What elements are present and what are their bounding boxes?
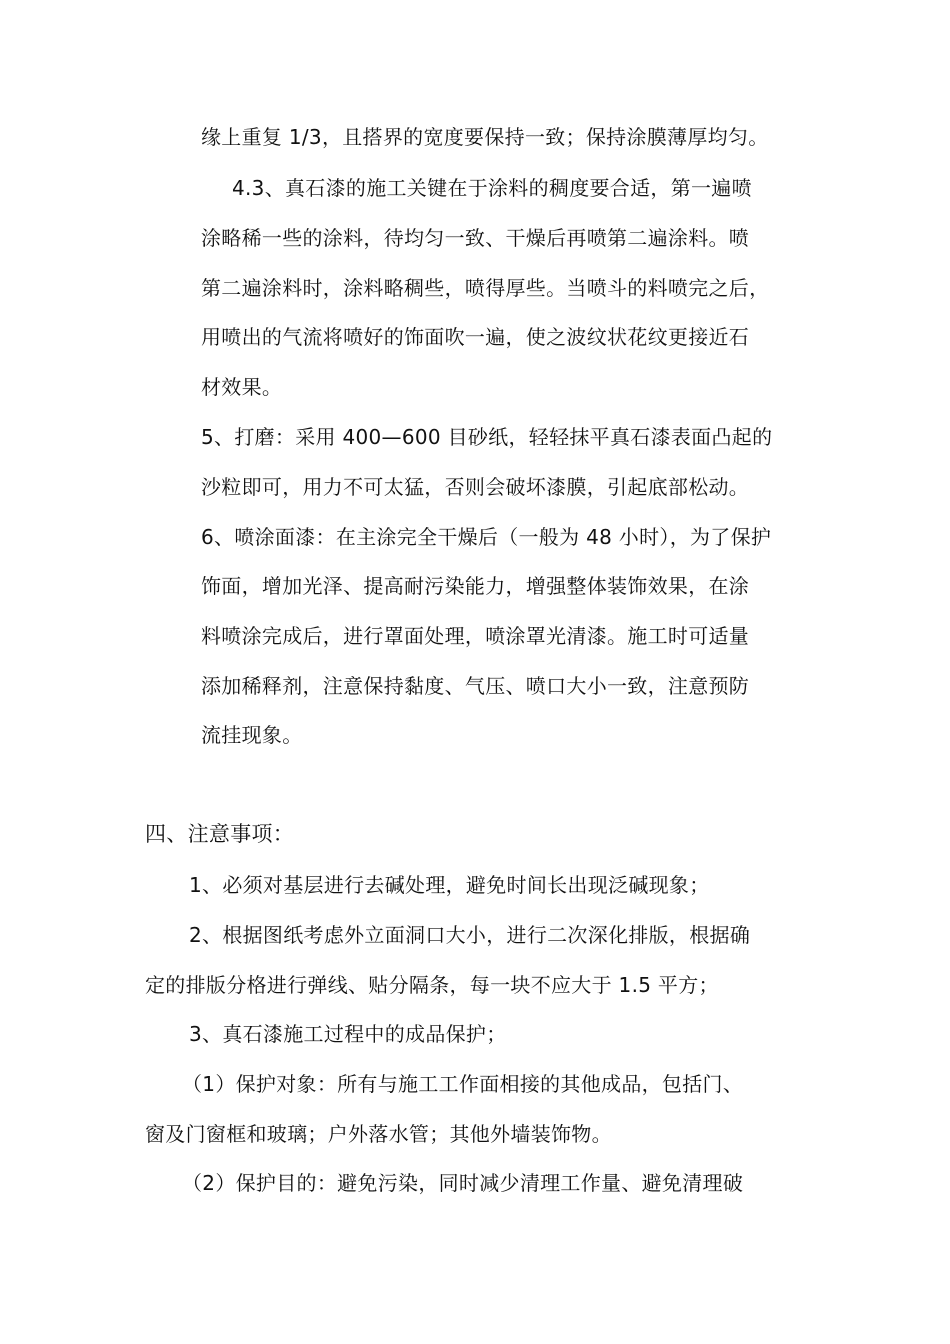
text-line: 流挂现象。 — [201, 723, 303, 747]
text-line: 用喷出的气流将喷好的饰面吹一遍，使之波纹状花纹更接近石 — [201, 325, 750, 349]
text-line: 6、喷涂面漆：在主涂完全干燥后（一般为 48 小时），为了保护 — [201, 525, 772, 549]
text-line: （2）保护目的：避免污染，同时减少清理工作量、避免清理破 — [182, 1171, 744, 1195]
text-line: 1、必须对基层进行去碱处理，避免时间长出现泛碱现象； — [189, 873, 710, 897]
text-line: 4.3、真石漆的施工关键在于涂料的稠度要合适，第一遍喷 — [232, 176, 752, 200]
text-line: 2、根据图纸考虑外立面洞口大小，进行二次深化排版，根据确 — [189, 923, 751, 947]
text-line: 材效果。 — [201, 375, 283, 399]
text-line: （1）保护对象：所有与施工工作面相接的其他成品，包括门、 — [182, 1072, 744, 1096]
text-line: 缘上重复 1/3，且搭界的宽度要保持一致；保持涂膜薄厚均匀。 — [201, 125, 769, 149]
section-heading: 四、注意事项： — [145, 822, 295, 846]
text-line: 窗及门窗框和玻璃；户外落水管；其他外墙装饰物。 — [145, 1122, 612, 1146]
text-line: 沙粒即可，用力不可太猛，否则会破坏漆膜，引起底部松动。 — [201, 475, 750, 499]
text-line: 5、打磨：采用 400—600 目砂纸，轻轻抹平真石漆表面凸起的 — [201, 425, 773, 449]
text-line: 3、真石漆施工过程中的成品保护； — [189, 1022, 507, 1046]
text-line: 定的排版分格进行弹线、贴分隔条，每一块不应大于 1.5 平方； — [145, 973, 719, 997]
text-line: 饰面，增加光泽、提高耐污染能力，增强整体装饰效果，在涂 — [201, 574, 750, 598]
text-line: 添加稀释剂，注意保持黏度、气压、喷口大小一致，注意预防 — [201, 674, 750, 698]
text-line: 第二遍涂料时，涂料略稠些，喷得厚些。当喷斗的料喷完之后， — [201, 276, 770, 300]
text-line: 涂略稀一些的涂料，待均匀一致、干燥后再喷第二遍涂料。喷 — [201, 226, 750, 250]
text-line: 料喷涂完成后，进行罩面处理，喷涂罩光清漆。施工时可适量 — [201, 624, 750, 648]
